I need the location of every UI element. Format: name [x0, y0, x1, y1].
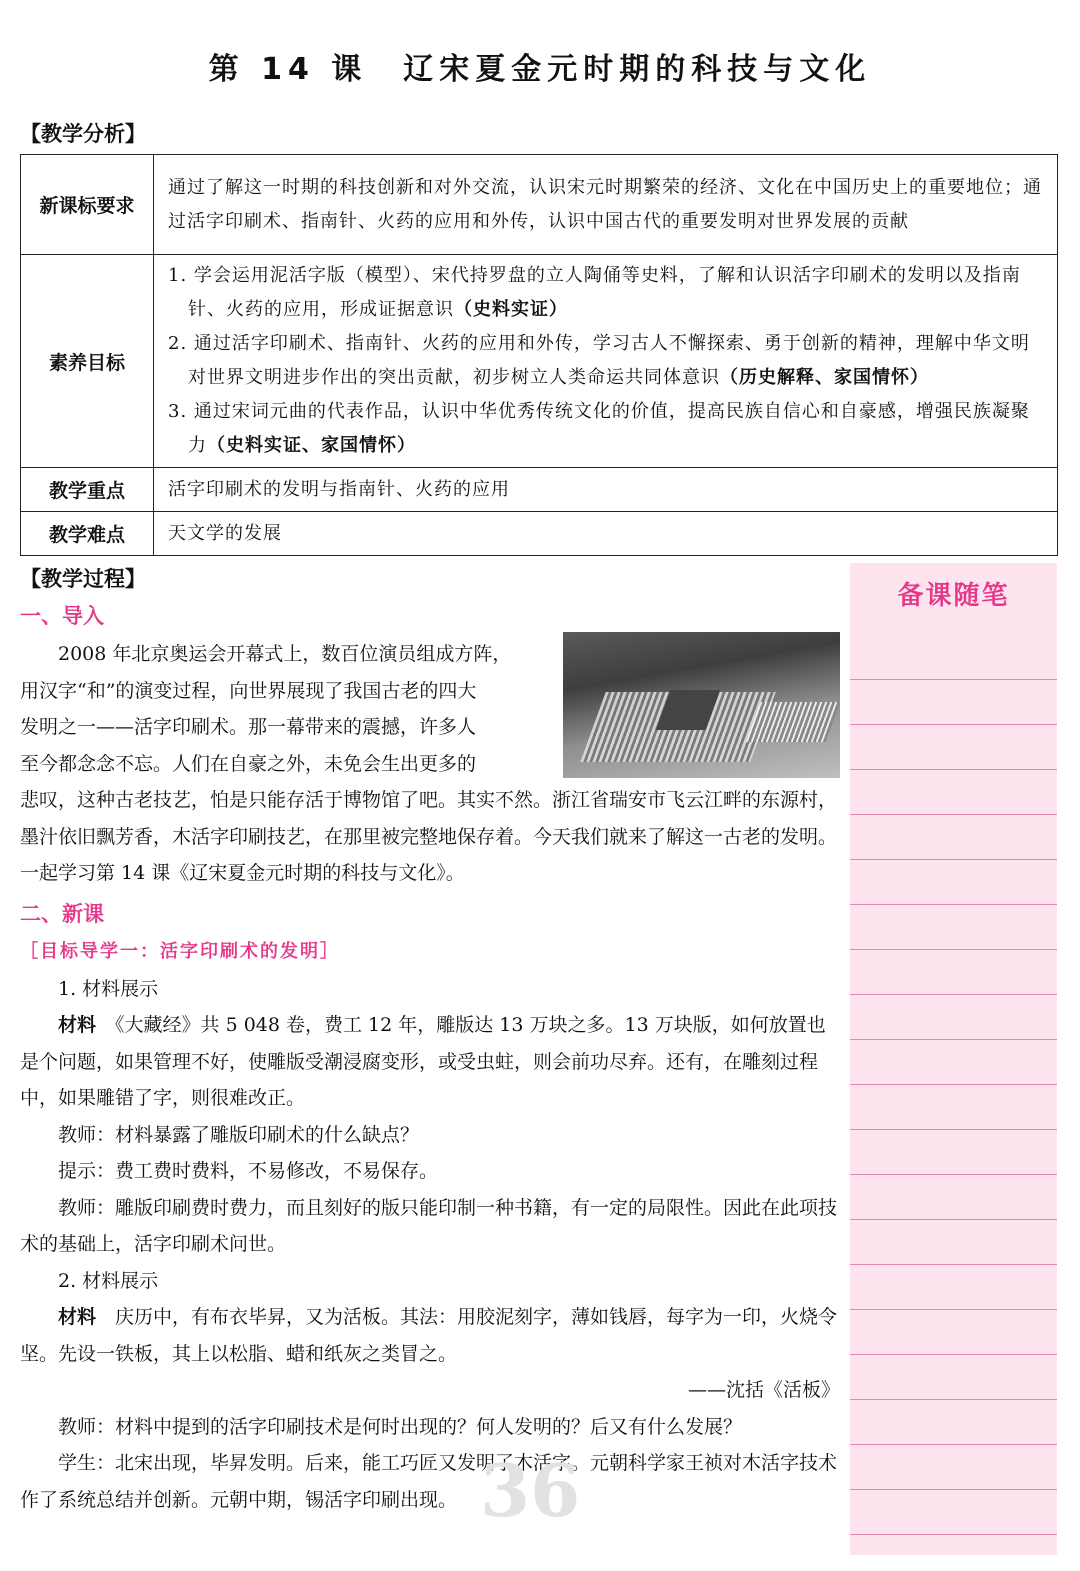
row-label: 教学难点 — [21, 512, 154, 556]
row-label: 新课标要求 — [21, 155, 154, 255]
goals-cell — [154, 255, 1058, 468]
intro-line: 至今都念念不忘。人们在自豪之外，未免会生出更多的 — [20, 752, 477, 775]
row-label: 素养目标 — [21, 255, 154, 468]
goal-item: 2. 通过活字印刷术、指南针、火药的应用和外传，学习古人不懈探索、勇于创新的精神，理解中华文明对世界文明进步作出的突出贡献，初步树立人类命运共同体意识（历史解释、家国情怀） — [168, 333, 1030, 388]
material-title: 2. 材料展示 — [58, 1269, 159, 1292]
material-text: 材料 《大藏经》共 5 048 卷，费工 12 年，雕版达 13 万块之多。13 万块版，如何放置也是个问题，如果管理不好，使雕版受潮浸腐变形，或受虫蛀，则会前功尽弃。还有，在雕刻过程中，如果雕错了字，则很难改正。 — [20, 1014, 826, 1109]
analysis-table — [20, 154, 1058, 556]
table-row — [21, 512, 1058, 556]
row-content: 通过了解这一时期的科技创新和对外交流，认识宋元时期繁荣的经济、文化在中国历史上的重要地位；通过活字印刷术、指南针、火药的应用和外传，认识中国古代的重要发明对世界发展的贡献 — [154, 155, 1058, 255]
intro-line: 发明之一——活字印刷术。那一幕带来的震撼，许多人 — [20, 716, 477, 738]
process-heading: 【教学过程】 — [20, 567, 146, 591]
intro-line: 2008 年北京奥运会开幕式上，数百位演员组成方阵， — [58, 643, 512, 665]
note-lines — [850, 635, 1057, 1535]
teacher-question: 教师：材料暴露了雕版印刷术的什么缺点？ — [58, 1123, 420, 1146]
intro-text — [20, 636, 840, 892]
material-title: 1. 材料展示 — [58, 977, 159, 1000]
material-source: ——沈括《活板》 — [687, 1379, 840, 1401]
intro-line: 用汉字“和”的演变过程，向世界展现了我国古老的四大 — [20, 679, 477, 702]
row-label: 教学重点 — [21, 468, 154, 512]
teacher-question: 教师：材料中提到的活字印刷技术是何时出现的？何人发明的？后又有什么发展？ — [58, 1415, 743, 1438]
table-row — [21, 468, 1058, 512]
notes-sidebar — [850, 563, 1057, 1555]
intro-line: 悲叹，这种古老技艺，怕是只能存活于博物馆了吧。其实不然。浙江省瑞安市飞云江畔的东源村，墨汁依旧飘芳香，木活字印刷技艺，在那里被完整地保存着。今天我们就来了解这一古老的发明。一起学习第 14 课《辽宋夏金元时期的科技与文化》。 — [20, 789, 838, 884]
lesson-body — [20, 934, 840, 1518]
goal-tag: （历史解释、家国情怀） — [720, 367, 929, 388]
goal-item: 3. 通过宋词元曲的代表作品，认识中华优秀传统文化的价值，提高民族自信心和自豪感，增强民族凝聚力（史料实证、家国情怀） — [168, 401, 1030, 456]
page-title: 第 14 课 辽宋夏金元时期的科技与文化 — [208, 52, 872, 87]
hint-answer: 提示：费工费时费料，不易修改，不易保存。 — [58, 1160, 439, 1182]
page-number: 36 — [480, 1448, 581, 1533]
row-content: 活字印刷术的发明与指南针、火药的应用 — [154, 468, 1058, 512]
table-row — [21, 155, 1058, 255]
teacher-text: 教师：雕版印刷费时费力，而且刻好的版只能印制一种书籍，有一定的局限性。因此在此项技术的基础上，活字印刷术问世。 — [20, 1196, 838, 1255]
analysis-heading: 【教学分析】 — [20, 122, 146, 146]
goal-item: 1. 学会运用泥活字版（模型）、宋代持罗盘的立人陶俑等史料，了解和认识活字印刷术的发明以及指南针、火药的应用，形成证据意识（史料实证） — [168, 265, 1021, 320]
intro-heading: 一、导入 — [20, 604, 104, 628]
student-answer: 学生：北宋出现，毕昇发明。后来，能工巧匠又发明了木活字。元朝科学家王祯对木活字技术作了系统总结并创新。元朝中期，锡活字印刷出现。 — [20, 1452, 838, 1511]
goal-tag: （史料实证、家国情怀） — [207, 435, 416, 456]
material-text: 材料 庆历中，有布衣毕昇，又为活板。其法：用胶泥刻字，薄如钱唇，每字为一印，火烧令坚。先设一铁板，其上以松脂、蜡和纸灰之类冒之。 — [20, 1306, 838, 1365]
row-content: 天文学的发展 — [154, 512, 1058, 556]
goal-tag: （史料实证） — [454, 299, 568, 320]
sidebar-title: 备课随笔 — [897, 581, 1010, 611]
new-lesson-heading: 二、新课 — [20, 902, 104, 926]
guide-heading: ［目标导学一：活字印刷术的发明］ — [20, 941, 340, 962]
table-row — [21, 255, 1058, 468]
